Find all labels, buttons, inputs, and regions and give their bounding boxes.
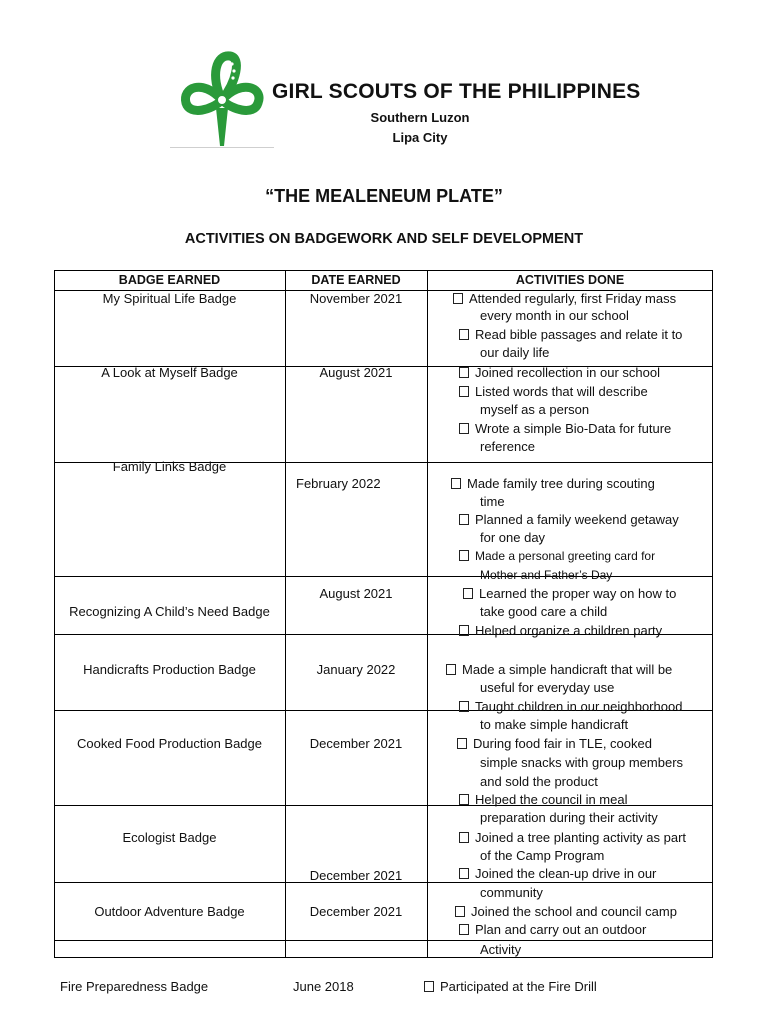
activity-item: During food fair in TLE, cooked <box>457 735 652 753</box>
badge-name: Cooked Food Production Badge <box>76 736 262 751</box>
logo-underline <box>170 147 274 148</box>
document-subtitle: ACTIVITIES ON BADGEWORK AND SELF DEVELOPMENT <box>184 231 584 247</box>
checkbox-icon <box>455 906 465 917</box>
date-earned: June 2018 <box>293 979 354 994</box>
badge-name: Fire Preparedness Badge <box>60 979 209 994</box>
column-header-badge: BADGE EARNED <box>118 273 221 287</box>
activity-continuation: useful for everyday use <box>480 680 615 695</box>
badge-name: Ecologist Badge <box>122 830 217 845</box>
activity-item: Listed words that will describe <box>459 383 648 401</box>
city-label: Lipa City <box>392 130 448 145</box>
checkbox-icon <box>424 981 434 992</box>
activity-continuation: community <box>480 885 543 900</box>
activity-continuation: reference <box>480 439 535 454</box>
checkbox-icon <box>453 293 463 304</box>
activity-item: Joined a tree planting activity as part <box>459 829 686 847</box>
activity-continuation: Activity <box>480 942 522 957</box>
checkbox-icon <box>459 832 469 843</box>
checkbox-icon <box>459 329 469 340</box>
activity-item: Participated at the Fire Drill <box>424 979 597 994</box>
row-divider <box>55 940 712 941</box>
checkbox-icon <box>459 423 469 434</box>
activity-continuation: Mother and Father’s Day <box>480 568 613 582</box>
activity-continuation: simple snacks with group members <box>480 755 684 770</box>
checkbox-icon <box>459 367 469 378</box>
activity-item: Joined the school and council camp <box>455 903 677 921</box>
girl-scouts-trefoil-logo <box>172 48 272 150</box>
activity-item: Helped organize a children party <box>459 622 662 640</box>
checkbox-icon <box>459 794 469 805</box>
row-divider <box>55 576 712 577</box>
activity-item: Helped the council in meal <box>459 791 627 809</box>
badge-name: Family Links Badge <box>112 459 227 474</box>
checkbox-icon <box>457 738 467 749</box>
date-earned: January 2022 <box>316 662 396 677</box>
organization-name: GIRL SCOUTS OF THE PHILIPPINES <box>272 80 641 103</box>
badge-name: Handicrafts Production Badge <box>83 662 256 677</box>
column-divider <box>427 271 428 957</box>
checkbox-icon <box>459 701 469 712</box>
activity-item: Learned the proper way on how to <box>463 585 676 603</box>
region-label: Southern Luzon <box>370 110 470 125</box>
activity-item: Made a personal greeting card for <box>459 547 655 565</box>
checkbox-icon <box>451 478 461 489</box>
activity-continuation: myself as a person <box>480 402 590 417</box>
document-title: “THE MEALENEUM PLATE” <box>265 186 503 206</box>
activity-item: Read bible passages and relate it to <box>459 326 682 344</box>
date-earned: August 2021 <box>319 365 393 380</box>
activity-continuation: to make simple handicraft <box>480 717 629 732</box>
checkbox-icon <box>446 664 456 675</box>
date-earned: December 2021 <box>309 736 403 751</box>
badge-name: A Look at Myself Badge <box>101 365 238 380</box>
activity-continuation: take good care a child <box>480 604 608 619</box>
activity-item: Wrote a simple Bio-Data for future <box>459 420 671 438</box>
column-header-date: DATE EARNED <box>311 273 401 287</box>
checkbox-icon <box>459 386 469 397</box>
checkbox-icon <box>459 868 469 879</box>
checkbox-icon <box>459 625 469 636</box>
badge-name: Outdoor Adventure Badge <box>94 904 245 919</box>
checkbox-icon <box>463 588 473 599</box>
date-earned: November 2021 <box>309 291 403 306</box>
activity-item: Made a simple handicraft that will be <box>446 661 672 679</box>
date-earned: August 2021 <box>319 586 393 601</box>
checkbox-icon <box>459 550 469 561</box>
checkbox-icon <box>459 924 469 935</box>
column-header-activities: ACTIVITIES DONE <box>515 273 625 287</box>
activity-continuation: our daily life <box>480 345 550 360</box>
activity-continuation: of the Camp Program <box>480 848 605 863</box>
activity-item: Joined recollection in our school <box>459 364 660 382</box>
checkbox-icon <box>459 514 469 525</box>
activity-item: Made family tree during scouting <box>451 475 655 493</box>
activity-item: Taught children in our neighborhood <box>459 698 682 716</box>
badge-name: My Spiritual Life Badge <box>102 291 237 306</box>
badge-name: Recognizing A Child’s Need Badge <box>69 604 270 619</box>
activity-continuation: time <box>480 494 505 509</box>
activity-continuation: for one day <box>480 530 546 545</box>
activity-item: Attended regularly, first Friday mass <box>453 290 676 308</box>
activity-continuation: preparation during their activity <box>480 810 658 825</box>
activity-continuation: and sold the product <box>480 774 598 789</box>
activity-item: Planned a family weekend getaway <box>459 511 679 529</box>
date-earned: December 2021 <box>309 904 403 919</box>
date-earned: December 2021 <box>309 868 403 883</box>
date-earned: February 2022 <box>296 476 381 491</box>
activity-item: Joined the clean-up drive in our <box>459 865 656 883</box>
activity-item: Plan and carry out an outdoor <box>459 921 646 939</box>
activity-continuation: every month in our school <box>480 308 629 323</box>
